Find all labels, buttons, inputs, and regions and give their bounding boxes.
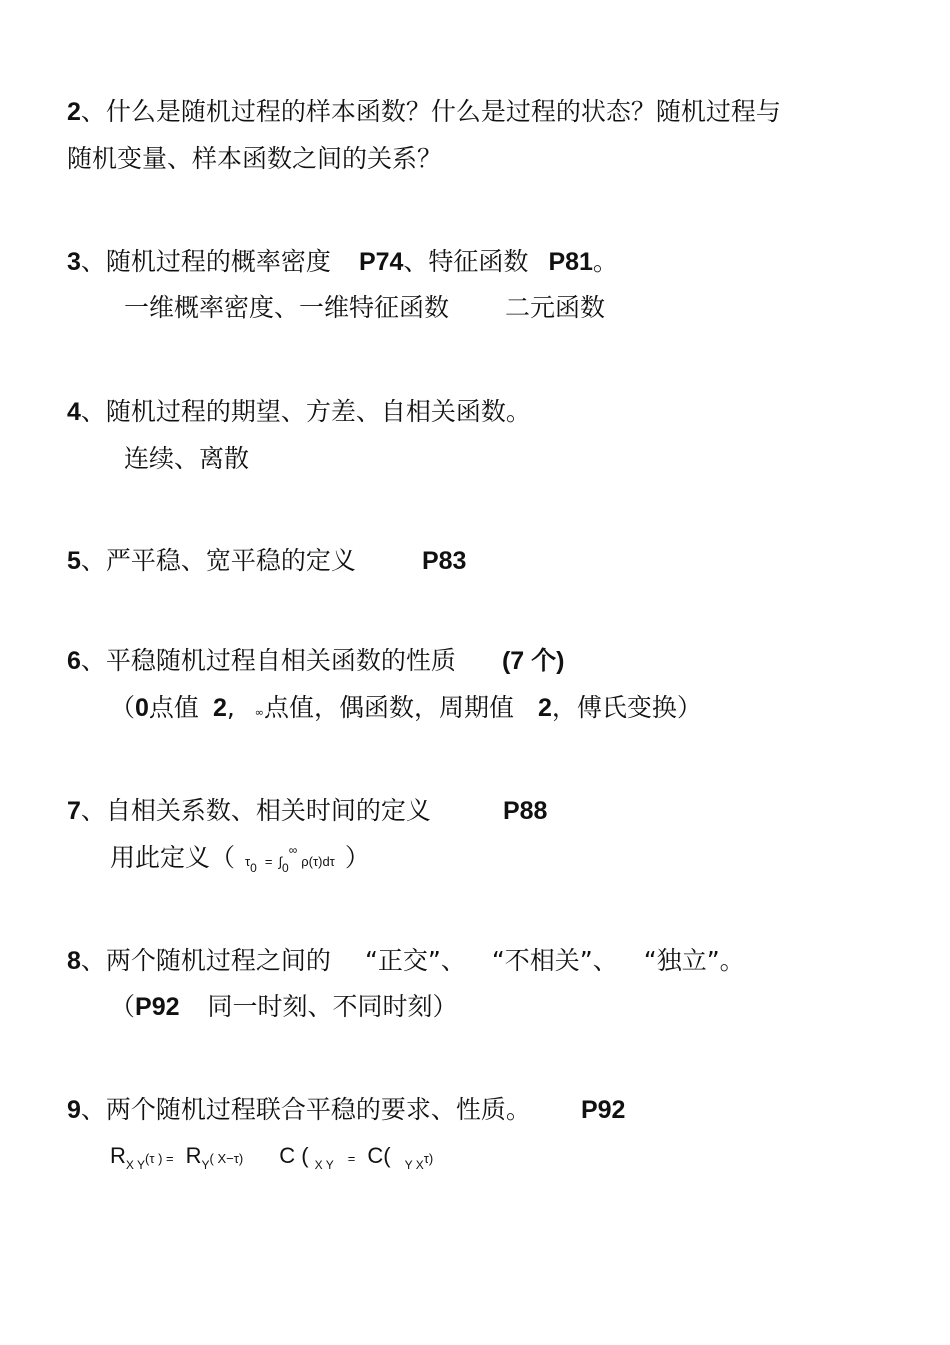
item-6-line-1 <box>67 645 564 677</box>
rho-symbol: ρ <box>301 854 309 869</box>
page-ref: P74 <box>358 248 404 276</box>
equals-sign: = <box>347 1151 356 1166</box>
separator: 、 <box>80 1095 106 1124</box>
formula-C: C ( <box>279 1143 315 1168</box>
item-text-continued: 随机变量、样本函数之间的关系？ <box>67 144 443 173</box>
item-number: 2 <box>67 98 81 126</box>
formula-subscript: X Y <box>314 1158 334 1172</box>
open-paren: （ <box>110 693 136 722</box>
formula-arg: τ) <box>423 1151 434 1166</box>
item-3-line-1 <box>67 246 618 278</box>
formula-C: C( <box>367 1143 391 1168</box>
formula-subscript: Y <box>201 1158 210 1172</box>
formula-subscript: X Y <box>125 1158 146 1172</box>
quoted-term: “正交”、 <box>364 946 466 975</box>
item-text: 两个随机过程联合平稳的要求、性质。 <box>105 1095 531 1124</box>
number-two: 2 <box>212 694 227 722</box>
equals-sign: = <box>264 854 273 869</box>
open-paren: （ <box>110 992 136 1021</box>
item-text: 随机过程的概率密度 <box>105 247 331 276</box>
formula-arg: ( X−τ) <box>209 1151 244 1166</box>
page-ref: P92 <box>580 1096 626 1124</box>
formula-arg: (τ ) = <box>145 1151 174 1166</box>
item-text: 严平稳、宽平稳的定义 <box>105 546 356 575</box>
item-text: 自相关系数、相关时间的定义 <box>105 796 431 825</box>
quoted-term: “不相关”、 <box>491 946 618 975</box>
separator: 、 <box>80 796 106 825</box>
integral-upper-limit: ∞ <box>288 843 298 857</box>
page-ref: P81 <box>548 248 593 276</box>
page-ref: P83 <box>421 547 467 575</box>
separator: 、 <box>80 397 106 426</box>
integral-lower-limit: 0 <box>282 861 289 875</box>
sub-text: 同一时刻、不同时刻） <box>207 992 458 1021</box>
item-number: 7 <box>67 797 81 825</box>
sub-text: 点值，偶函数，周期值 <box>263 693 514 722</box>
tau-symbol: τ <box>245 854 251 869</box>
item-text-mid: 、特征函数 <box>403 247 529 276</box>
item-8-line-2 <box>110 991 458 1023</box>
item-7-line-2 <box>110 842 370 878</box>
item-9-line-1 <box>67 1094 625 1126</box>
item-text: 平稳随机过程自相关函数的性质 <box>105 646 456 675</box>
item-3-line-2 <box>124 292 605 324</box>
item-number: 6 <box>67 647 81 675</box>
item-number: 3 <box>67 248 81 276</box>
item-text: 什么是随机过程的样本函数？什么是过程的状态？随机过程与 <box>105 97 781 126</box>
sub-text: 二元函数 <box>505 293 606 322</box>
quoted-term: “独立”。 <box>643 946 745 975</box>
infinity-symbol: ∞ <box>254 706 264 719</box>
page-ref: P92 <box>135 993 180 1021</box>
sub-text: 连续、离散 <box>124 444 250 473</box>
item-2-line-2 <box>67 143 442 175</box>
formula-R: R <box>110 1143 126 1168</box>
item-6-line-2 <box>110 692 702 729</box>
page-ref: P88 <box>502 797 548 825</box>
item-8-line-1 <box>67 945 745 977</box>
sub-text: 点值 <box>148 693 199 722</box>
zero-value: 0 <box>135 694 149 722</box>
item-number: 8 <box>67 947 81 975</box>
item-number: 5 <box>67 547 81 575</box>
formula-R: R <box>185 1143 202 1168</box>
item-7-line-1 <box>67 795 547 827</box>
item-text-end: 。 <box>592 247 618 276</box>
sub-text: 一维概率密度、一维特征函数 <box>124 293 450 322</box>
formula-body: (τ)dτ <box>308 854 335 869</box>
sub-text: 用此定义（ <box>110 843 236 872</box>
item-9-formula <box>110 1140 433 1175</box>
item-2-line-1 <box>67 96 781 128</box>
close-paren: ） <box>344 843 370 872</box>
item-text: 两个随机过程之间的 <box>105 946 331 975</box>
number-two: 2 <box>537 694 552 722</box>
formula-subscript: Y X <box>404 1158 424 1172</box>
separator: 、 <box>80 546 106 575</box>
comma: , <box>226 693 235 722</box>
item-4-line-1 <box>67 396 531 428</box>
tau-subscript: 0 <box>250 861 257 875</box>
property-count: (7 个) <box>501 647 565 675</box>
separator: 、 <box>80 97 106 126</box>
separator: 、 <box>80 946 106 975</box>
separator: 、 <box>80 247 106 276</box>
integral-sign: ∫ <box>278 854 282 869</box>
item-4-line-2 <box>124 443 249 475</box>
item-5-line-1 <box>67 545 466 577</box>
separator: 、 <box>80 646 106 675</box>
item-text: 随机过程的期望、方差、自相关函数。 <box>105 397 531 426</box>
item-number: 4 <box>67 398 81 426</box>
item-number: 9 <box>67 1096 81 1124</box>
sub-text: ，傅氏变换） <box>551 693 702 722</box>
